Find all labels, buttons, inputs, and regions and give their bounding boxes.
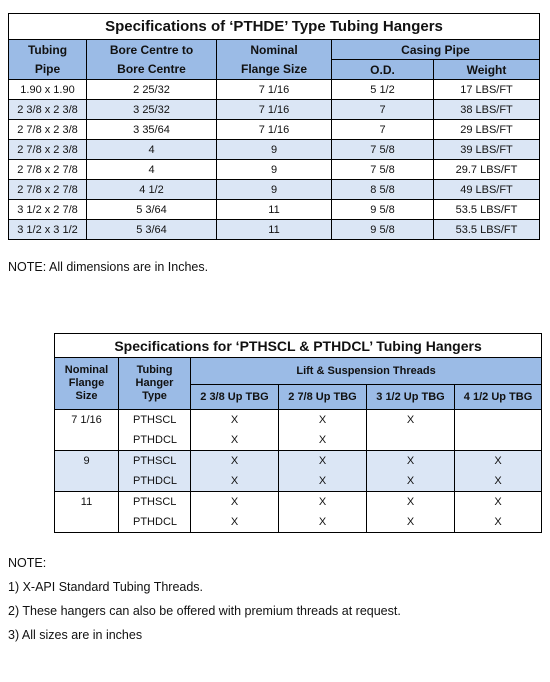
table-row <box>55 512 542 533</box>
thread-mark-cell: X <box>455 512 542 533</box>
table-row <box>55 471 542 492</box>
table-cell: 9 <box>217 180 332 200</box>
table-row <box>9 180 540 200</box>
table-cell: 7 1/16 <box>217 120 332 140</box>
thread-mark-cell: X <box>455 471 542 492</box>
table-cell: 3 1/2 x 3 1/2 <box>9 220 87 240</box>
table-cell: 9 5/8 <box>332 200 434 220</box>
thread-mark-cell: X <box>191 471 279 492</box>
header-casing-pipe: Casing Pipe <box>332 40 540 60</box>
table-row <box>55 410 542 431</box>
thread-mark-cell: X <box>279 512 367 533</box>
thread-mark-cell: X <box>191 492 279 513</box>
table-cell: 17 LBS/FT <box>434 80 540 100</box>
note-item: 2) These hangers can also be offered with premium threads at request. <box>8 604 401 618</box>
table-row <box>9 100 540 120</box>
table-cell: 53.5 LBS/FT <box>434 220 540 240</box>
table-cell: 4 <box>87 160 217 180</box>
table-cell: 4 1/2 <box>87 180 217 200</box>
thread-mark-cell: X <box>367 492 455 513</box>
table-cell: 5 3/64 <box>87 220 217 240</box>
header-bore-centre-line2: Bore Centre <box>87 60 217 80</box>
table-cell: 38 LBS/FT <box>434 100 540 120</box>
table-cell: 8 5/8 <box>332 180 434 200</box>
thread-mark-cell: X <box>191 410 279 431</box>
table-cell: 3 25/32 <box>87 100 217 120</box>
table-cell: 2 3/8 x 2 3/8 <box>9 100 87 120</box>
thread-mark-cell: X <box>191 512 279 533</box>
table-cell: 7 <box>332 100 434 120</box>
table-cell: 29 LBS/FT <box>434 120 540 140</box>
flange-size-cell: 11 <box>55 492 119 533</box>
table-cell: 7 <box>332 120 434 140</box>
table-row <box>9 160 540 180</box>
thread-mark-cell: X <box>367 512 455 533</box>
note-item: 1) X-API Standard Tubing Threads. <box>8 580 204 594</box>
thread-mark-cell <box>455 430 542 451</box>
table-row <box>9 220 540 240</box>
hanger-type-cell: PTHDCL <box>119 471 191 492</box>
header-nominal-flange-size <box>55 358 119 410</box>
header-3-1-2-up-tbg: 3 1/2 Up TBG <box>367 385 455 410</box>
hanger-type-cell: PTHSCL <box>119 451 191 472</box>
hanger-type-cell: PTHSCL <box>119 492 191 513</box>
table2-title: Specifications for ‘PTHSCL & PTHDCL’ Tubing Hangers <box>55 334 542 358</box>
notes-heading: NOTE: <box>8 556 47 570</box>
header-2-3-8-up-tbg: 2 3/8 Up TBG <box>191 385 279 410</box>
note-item: 3) All sizes are in inches <box>8 628 143 642</box>
thread-mark-cell: X <box>367 410 455 431</box>
header-tubing-pipe-line2: Pipe <box>9 60 87 80</box>
flange-size-cell: 7 1/16 <box>55 410 119 451</box>
header-2-7-8-up-tbg: 2 7/8 Up TBG <box>279 385 367 410</box>
table-row <box>9 140 540 160</box>
table-cell: 7 1/16 <box>217 80 332 100</box>
table-row <box>9 200 540 220</box>
thread-mark-cell: X <box>367 471 455 492</box>
header-od: O.D. <box>332 60 434 80</box>
table-cell: 7 1/16 <box>217 100 332 120</box>
thread-mark-cell: X <box>191 451 279 472</box>
header-nominal-flange-line2: Flange Size <box>217 60 332 80</box>
table-row <box>9 80 540 100</box>
table-cell: 29.7 LBS/FT <box>434 160 540 180</box>
thread-mark-cell: X <box>279 471 367 492</box>
table2-body <box>55 410 542 533</box>
table-cell: 2 7/8 x 2 3/8 <box>9 140 87 160</box>
thread-mark-cell: X <box>279 451 367 472</box>
table-cell: 2 7/8 x 2 7/8 <box>9 160 87 180</box>
table-cell: 11 <box>217 220 332 240</box>
header-tubing-hanger-type <box>119 358 191 410</box>
header-lift-suspension: Lift & Suspension Threads <box>191 358 542 385</box>
table-cell: 11 <box>217 200 332 220</box>
flange-size-cell: 9 <box>55 451 119 492</box>
header-4-1-2-up-tbg: 4 1/2 Up TBG <box>455 385 542 410</box>
table-cell: 7 5/8 <box>332 140 434 160</box>
table-cell: 5 1/2 <box>332 80 434 100</box>
table-cell: 2 7/8 x 2 7/8 <box>9 180 87 200</box>
table-cell: 53.5 LBS/FT <box>434 200 540 220</box>
table-cell: 9 5/8 <box>332 220 434 240</box>
thread-mark-cell: X <box>279 492 367 513</box>
thread-mark-cell: X <box>279 430 367 451</box>
table-cell: 9 <box>217 140 332 160</box>
header-nominal-line3: Size <box>75 390 98 402</box>
notes-section <box>8 551 401 647</box>
header-hanger-line3: Type <box>142 390 167 402</box>
table1-note: NOTE: All dimensions are in Inches. <box>8 260 209 274</box>
table1-title: Specifications of ‘PTHDE’ Type Tubing Hangers <box>9 14 540 40</box>
table-cell: 4 <box>87 140 217 160</box>
header-nominal-flange: Nominal <box>217 40 332 60</box>
thread-mark-cell: X <box>279 410 367 431</box>
table-cell: 5 3/64 <box>87 200 217 220</box>
header-bore-centre: Bore Centre to <box>87 40 217 60</box>
table-cell: 39 LBS/FT <box>434 140 540 160</box>
thread-mark-cell: X <box>455 451 542 472</box>
table-cell: 3 1/2 x 2 7/8 <box>9 200 87 220</box>
table-cell: 2 7/8 x 2 3/8 <box>9 120 87 140</box>
hanger-type-cell: PTHDCL <box>119 430 191 451</box>
header-weight: Weight <box>434 60 540 80</box>
thread-mark-cell: X <box>455 492 542 513</box>
table-cell: 7 5/8 <box>332 160 434 180</box>
header-nominal-line1: Nominal <box>64 364 109 376</box>
table-row <box>55 492 542 513</box>
hanger-type-cell: PTHDCL <box>119 512 191 533</box>
header-tubing-pipe: Tubing <box>9 40 87 60</box>
table-cell: 9 <box>217 160 332 180</box>
header-hanger-line2: Hanger <box>135 377 174 389</box>
table1-body <box>9 80 540 240</box>
header-hanger-line1: Tubing <box>136 364 173 376</box>
table-cell: 1.90 x 1.90 <box>9 80 87 100</box>
table-row <box>9 120 540 140</box>
table-row <box>55 451 542 472</box>
table-cell: 49 LBS/FT <box>434 180 540 200</box>
pthscl-pthdcl-spec-table <box>54 333 542 533</box>
thread-mark-cell: X <box>191 430 279 451</box>
thread-mark-cell: X <box>367 451 455 472</box>
table-cell: 3 35/64 <box>87 120 217 140</box>
table-cell: 2 25/32 <box>87 80 217 100</box>
thread-mark-cell <box>367 430 455 451</box>
pthde-spec-table <box>8 13 540 240</box>
thread-mark-cell <box>455 410 542 431</box>
header-nominal-line2: Flange <box>68 377 105 389</box>
table-row <box>55 430 542 451</box>
hanger-type-cell: PTHSCL <box>119 410 191 431</box>
